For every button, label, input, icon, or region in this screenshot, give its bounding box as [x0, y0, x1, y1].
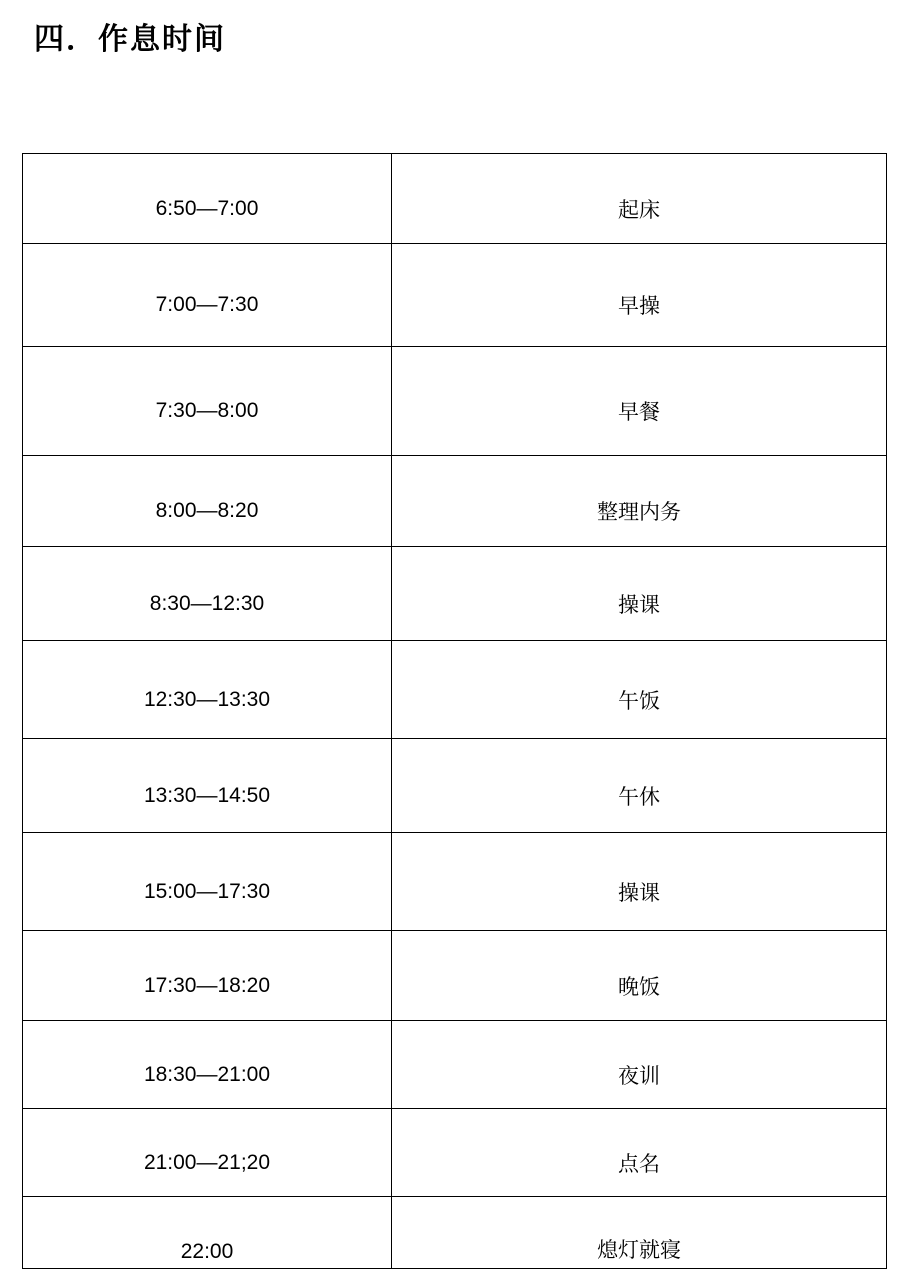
activity-cell: 早餐 — [392, 347, 887, 456]
table-row — [23, 244, 887, 347]
activity-cell: 起床 — [392, 154, 887, 244]
time-cell: 8:30—12:30 — [23, 547, 392, 641]
activity-cell: 早操 — [392, 244, 887, 347]
table-row — [23, 1197, 887, 1269]
activity-cell: 整理内务 — [392, 456, 887, 547]
activity-cell: 点名 — [392, 1109, 887, 1197]
time-cell: 18:30—21:00 — [23, 1021, 392, 1109]
table-row — [23, 547, 887, 641]
table-row — [23, 833, 887, 931]
time-cell: 22:00 — [23, 1197, 392, 1269]
time-cell: 7:30—8:00 — [23, 347, 392, 456]
section-heading: 四．作息时间 — [34, 22, 226, 57]
table-row — [23, 1109, 887, 1197]
time-cell: 17:30—18:20 — [23, 931, 392, 1021]
table-row — [23, 1021, 887, 1109]
schedule-table — [22, 153, 887, 1269]
table-row — [23, 347, 887, 456]
time-cell: 12:30—13:30 — [23, 641, 392, 739]
activity-cell: 午休 — [392, 739, 887, 833]
time-cell: 21:00—21;20 — [23, 1109, 392, 1197]
time-cell: 8:00—8:20 — [23, 456, 392, 547]
table-row — [23, 641, 887, 739]
activity-cell: 夜训 — [392, 1021, 887, 1109]
table-row — [23, 931, 887, 1021]
time-cell: 13:30—14:50 — [23, 739, 392, 833]
time-cell: 7:00—7:30 — [23, 244, 392, 347]
activity-cell: 操课 — [392, 833, 887, 931]
activity-cell: 晚饭 — [392, 931, 887, 1021]
activity-cell: 操课 — [392, 547, 887, 641]
table-row — [23, 456, 887, 547]
time-cell: 6:50—7:00 — [23, 154, 392, 244]
table-row — [23, 739, 887, 833]
table-row — [23, 154, 887, 244]
activity-cell: 熄灯就寝 — [392, 1197, 887, 1269]
activity-cell: 午饭 — [392, 641, 887, 739]
time-cell: 15:00—17:30 — [23, 833, 392, 931]
